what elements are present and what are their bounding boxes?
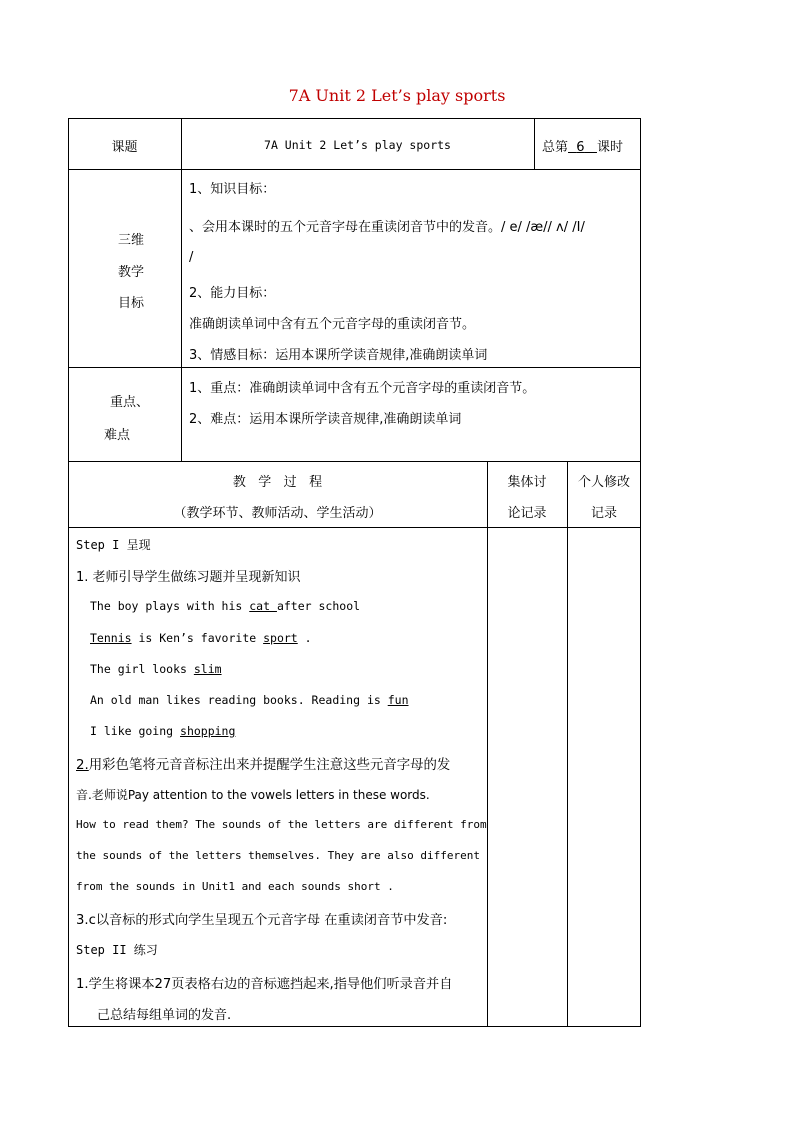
objective-line: 1、知识目标： — [189, 182, 276, 197]
row-divider — [68, 367, 641, 368]
personal-revision-header-line: 记录 — [590, 506, 617, 521]
example-sentence: The girl looks slim — [90, 662, 222, 676]
example-sentence: I like going shopping — [90, 724, 236, 738]
example-sentence: The boy plays with his cat after school — [90, 599, 361, 613]
objective-line: / — [189, 250, 194, 265]
process-item-line: 音.老师说Pay attention to the vowels letters in these words. — [76, 788, 430, 802]
period-suffix: 课时 — [596, 140, 623, 155]
keypoints-label-line: 重点、 — [110, 395, 150, 410]
period-count — [542, 136, 623, 155]
example-sentence: Tennis is Ken’s favorite sport . — [90, 631, 312, 645]
objectives-label-line: 目标 — [117, 296, 144, 311]
row-divider — [68, 169, 641, 170]
objective-line: 、会用本课时的五个元音字母在重读闭音节中的发音。/ e/ /æ// ʌ/ /I/ — [189, 220, 585, 235]
objectives-label-line: 三维 — [117, 233, 144, 248]
col-divider — [181, 118, 182, 461]
process-item-line: from the sounds in Unit1 and each sounds short . — [76, 880, 394, 893]
process-item-line: 己总结每组单词的发音. — [97, 1008, 232, 1023]
objective-line: 2、能力目标： — [189, 286, 276, 301]
document-title: 7A Unit 2 Let’s play sports — [288, 86, 506, 105]
process-item-line: How to read them? The sounds of the letters are different from — [76, 818, 487, 831]
process-item: 2.用彩色笔将元音音标注出来并提醒学生注意这些元音字母的发 — [76, 758, 451, 773]
keypoint-line: 2、难点：运用本课所学读音规律,准确朗读单词 — [189, 412, 462, 427]
example-sentence: An old man likes reading books. Reading is fun — [90, 693, 409, 707]
col-divider — [567, 461, 568, 1027]
topic-label: 课题 — [111, 140, 138, 155]
keypoint-line: 1、重点：准确朗读单词中含有五个元音字母的重读闭音节。 — [189, 381, 536, 396]
row-divider — [68, 527, 641, 528]
process-item: 1. 老师引导学生做练习题并呈现新知识 — [76, 570, 301, 585]
personal-revision-header-line: 个人修改 — [577, 475, 630, 490]
process-subtitle: （教学环节、教师活动、学生活动） — [173, 506, 382, 521]
objective-line: 3、情感目标：运用本课所学读音规律,准确朗读单词 — [189, 348, 488, 363]
objectives-label-line: 教学 — [117, 265, 144, 280]
keypoints-label-line: 难点 — [104, 428, 131, 443]
objective-line: 准确朗读单词中含有五个元音字母的重读闭音节。 — [189, 317, 476, 332]
topic-value: 7A Unit 2 Let’s play sports — [264, 138, 451, 152]
step-two-heading: Step II 练习 — [76, 943, 158, 957]
period-prefix: 总第 — [542, 140, 569, 155]
process-item: 3.c以音标的形式向学生呈现五个元音字母 在重读闭音节中发音: — [76, 913, 448, 928]
row-divider — [68, 461, 641, 462]
group-discussion-header-line: 集体讨 — [507, 475, 547, 490]
col-divider — [487, 461, 488, 1027]
process-item-line: the sounds of the letters themselves. They are also different — [76, 849, 480, 862]
process-title: 教 学 过 程 — [232, 475, 323, 490]
process-item: 1.学生将课本27页表格右边的音标遮挡起来,指导他们听录音并自 — [76, 977, 453, 992]
col-divider — [534, 118, 535, 169]
period-number: 6 — [576, 140, 585, 155]
step-one-heading: Step I 呈现 — [76, 538, 151, 552]
group-discussion-header-line: 论记录 — [507, 506, 547, 521]
